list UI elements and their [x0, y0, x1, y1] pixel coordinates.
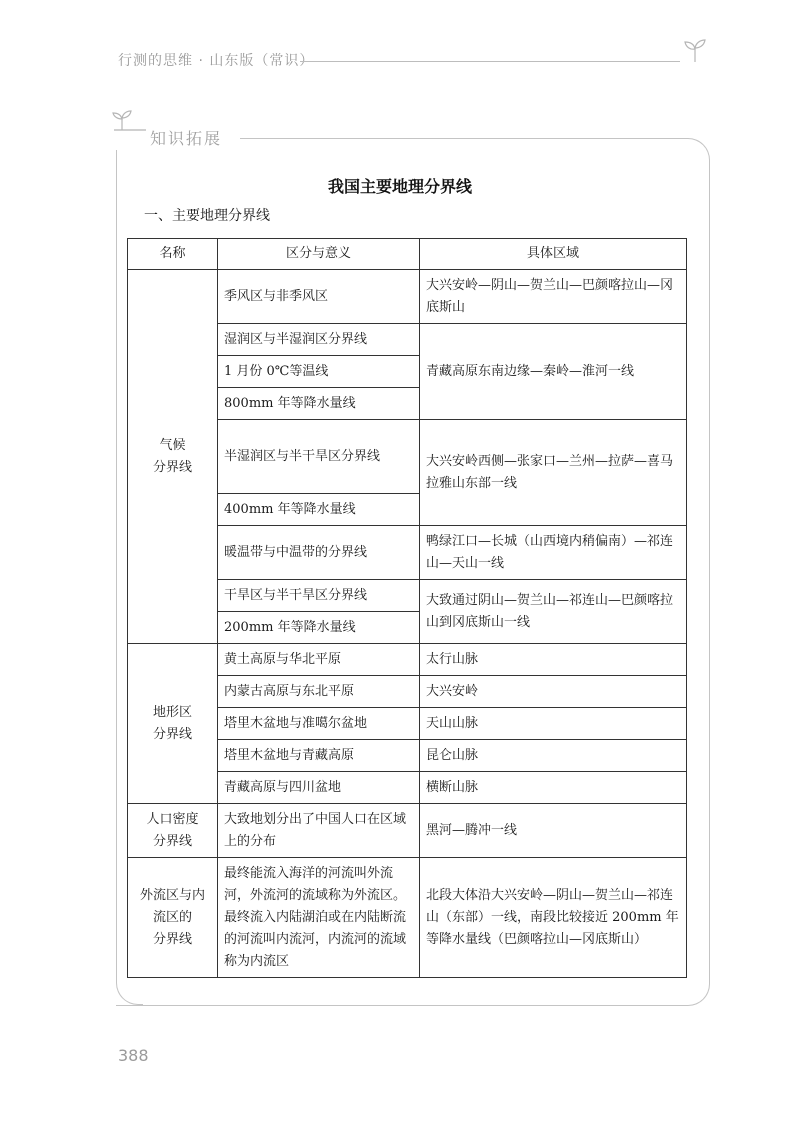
- region-cell: 大兴安岭—阴山—贺兰山—巴颜喀拉山—冈底斯山: [420, 270, 687, 324]
- meaning-cell: 内蒙古高原与东北平原: [218, 676, 420, 708]
- header-name: 名称: [128, 239, 218, 270]
- region-cell: 大兴安岭西侧—张家口—兰州—拉萨—喜马拉雅山东部一线: [420, 420, 687, 526]
- table-row: [128, 644, 687, 676]
- region-cell: 太行山脉: [420, 644, 687, 676]
- meaning-cell: 暖温带与中温带的分界线: [218, 526, 420, 580]
- table-row: [128, 270, 687, 324]
- page-number: 388: [118, 1046, 149, 1065]
- sub-heading: 一、主要地理分界线: [144, 208, 270, 224]
- table-row: [128, 804, 687, 858]
- meaning-cell: 大致地划分出了中国人口在区域上的分布: [218, 804, 420, 858]
- sprout-icon: [680, 38, 710, 64]
- table-header-row: [128, 239, 687, 270]
- category-drainage: 外流区与内 流区的 分界线: [128, 858, 218, 978]
- category-terrain: 地形区 分界线: [128, 644, 218, 804]
- running-header: 行测的思维 · 山东版（常识）: [118, 53, 315, 69]
- meaning-cell: 黄土高原与华北平原: [218, 644, 420, 676]
- region-cell: 大致通过阴山—贺兰山—祁连山—巴颜喀拉山到冈底斯山一线: [420, 580, 687, 644]
- geography-boundary-table: [127, 238, 687, 978]
- region-cell: 横断山脉: [420, 772, 687, 804]
- region-cell: 鸭绿江口—长城（山西境内稍偏南）—祁连山—天山一线: [420, 526, 687, 580]
- region-cell: 北段大体沿大兴安岭—阴山—贺兰山—祁连山（东部）一线，南段比较接近 200mm 年等降水量线（巴颜喀拉山—冈底斯山）: [420, 858, 687, 978]
- meaning-cell: 季风区与非季风区: [218, 270, 420, 324]
- region-cell: 天山山脉: [420, 708, 687, 740]
- region-cell: 黑河—腾冲一线: [420, 804, 687, 858]
- sprout-icon: [110, 110, 148, 136]
- meaning-cell: 塔里木盆地与准噶尔盆地: [218, 708, 420, 740]
- meaning-cell: 200mm 年等降水量线: [218, 612, 420, 644]
- page-title: 我国主要地理分界线: [327, 177, 472, 196]
- category-population: 人口密度 分界线: [128, 804, 218, 858]
- meaning-cell: 800mm 年等降水量线: [218, 388, 420, 420]
- meaning-cell: 塔里木盆地与青藏高原: [218, 740, 420, 772]
- category-climate: 气候 分界线: [128, 270, 218, 644]
- region-cell: 大兴安岭: [420, 676, 687, 708]
- header-meaning: 区分与意义: [218, 239, 420, 270]
- meaning-cell: 干旱区与半干旱区分界线: [218, 580, 420, 612]
- meaning-cell: 最终能流入海洋的河流叫外流河，外流河的流域称为外流区。最终流入内陆湖泊或在内陆断流的河流叫内流河，内流河的流域称为内流区: [218, 858, 420, 978]
- meaning-cell: 400mm 年等降水量线: [218, 494, 420, 526]
- header-rule: [300, 61, 680, 62]
- meaning-cell: 青藏高原与四川盆地: [218, 772, 420, 804]
- region-cell: 青藏高原东南边缘—秦岭—淮河一线: [420, 324, 687, 420]
- meaning-cell: 湿润区与半湿润区分界线: [218, 324, 420, 356]
- header-region: 具体区域: [420, 239, 687, 270]
- region-cell: 昆仑山脉: [420, 740, 687, 772]
- section-label: 知识拓展: [150, 129, 223, 148]
- meaning-cell: 1 月份 0℃等温线: [218, 356, 420, 388]
- table-row: [128, 858, 687, 978]
- meaning-cell: 半湿润区与半干旱区分界线: [218, 420, 420, 494]
